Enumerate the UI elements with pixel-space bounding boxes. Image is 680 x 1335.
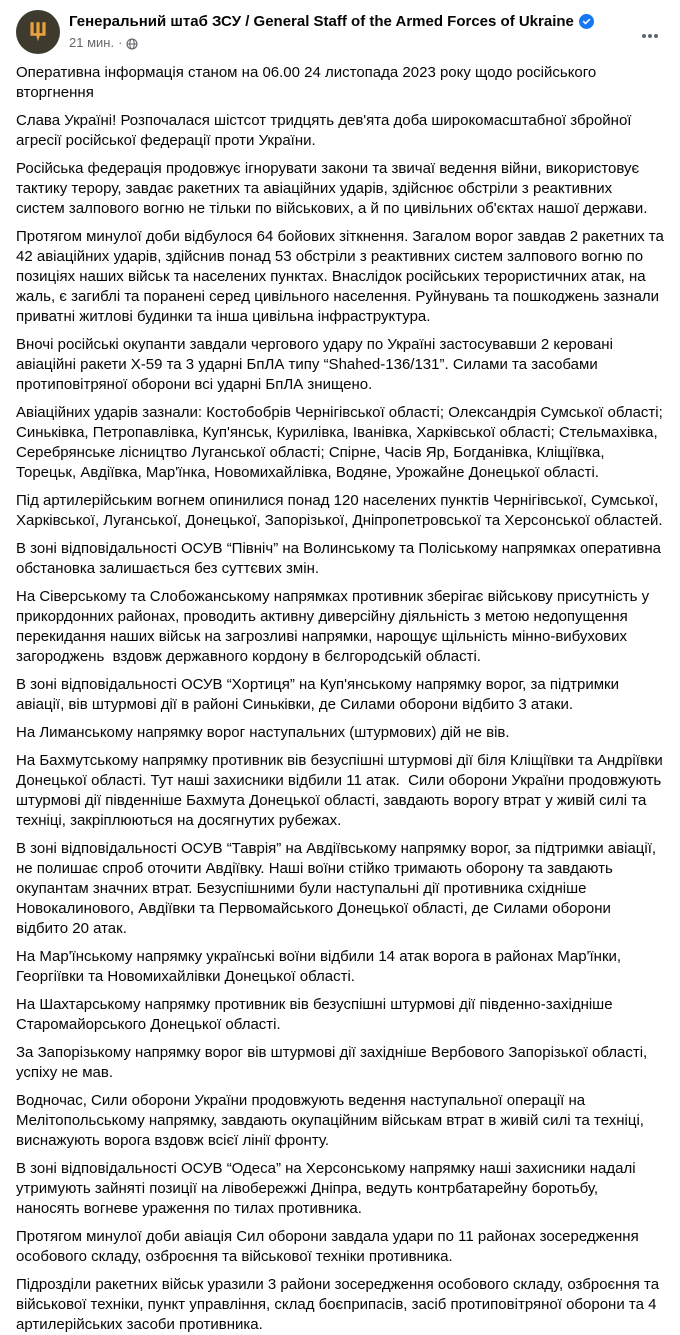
timestamp[interactable]: 21 мин. bbox=[69, 35, 115, 50]
post-text bbox=[16, 63, 668, 1335]
avatar[interactable] bbox=[16, 10, 60, 54]
post-paragraph: Авіаційних ударів зазнали: Костобобрів Чернігівської області; Олександрія Сумської області; Синьківка, Петропавлівка, Куп'янськ, Курилівка, Іванівка, Харківської області; Стельмахівка, Серебрянське лісництво Луганської області; Спірне, Часів Яр, Богданівка, Кліщіївка, Торецьк, Авдіївка, Мар'їнка, Новомихайлівка, Водяне, Урожайне Донецької області. bbox=[16, 404, 667, 481]
trident-emblem-icon bbox=[25, 19, 51, 45]
post-paragraph: На Лиманському напрямку ворог наступальних (штурмових) дій не вів. bbox=[16, 724, 510, 741]
post-meta bbox=[69, 35, 624, 51]
post-paragraph: За Запорізькому напрямку ворог вів штурмові дії західніше Вербового Запорізької області, успіху не мав. bbox=[16, 1044, 652, 1081]
more-options-icon bbox=[640, 26, 660, 46]
post-paragraph: В зоні відповідальності ОСУВ “Хортиця” на Куп'янському напрямку ворог, за підтримки авіації, вів штурмові дії в районі Синьківки, де Силами оборони відбито 3 атаки. bbox=[16, 676, 624, 713]
post-paragraph: Протягом минулої доби авіація Сил оборони завдала удари по 11 районах зосередження особового складу, озброєння та військової техніки противника. bbox=[16, 1228, 643, 1265]
name-row bbox=[69, 12, 624, 31]
more-options-button[interactable] bbox=[632, 18, 668, 54]
post-paragraph: В зоні відповідальності ОСУВ “Одеса” на Херсонському напрямку наші захисники надалі утримують зайняті позиції на лівобережжі Дніпра, ведуть контрбатарейну боротьбу, наносять вогневе ураження по тилах противника. bbox=[16, 1160, 640, 1217]
post-paragraph: Під артилерійським вогнем опинилися понад 120 населених пунктів Чернігівської, Сумської, Харківської, Луганської, Донецької, Запорізької, Дніпропетровської та Херсонської областей. bbox=[16, 492, 663, 529]
globe-public-icon bbox=[126, 37, 138, 50]
post-paragraph: На Бахмутському напрямку противник вів безуспішні штурмові дії біля Кліщіївки та Андріївки Донецької області. Тут наші захисники відбили 11 атак. Сили оборони України продовжують штурмові дії південніше Бахмута Донецької області, завдають ворогу втрат у живій силі та техніці, закріплюються на досягнутих рубежах. bbox=[16, 752, 667, 829]
post-paragraph: Водночас, Сили оборони України продовжують ведення наступальної операції на Мелітопольському напрямку, завдають окупаційним військам втрат в живій силі та техніці, виснажують ворога вздовж всієї лінії фронту. bbox=[16, 1092, 649, 1149]
post-paragraph: На Мар'їнському напрямку українські воїни відбили 14 атак ворога в районах Мар'їнки, Георгіївки та Новомихайлівки Донецької області. bbox=[16, 948, 626, 985]
post-paragraph: Вночі російські окупанти завдали чергового удару по Україні застосувавши 2 керовані авіаційні ракети Х-59 та 3 ударні БпЛА типу “Shahed-136/131”. Силами та засобами протиповітряної оборони всі ударні БпЛА знищено. bbox=[16, 336, 618, 393]
post-header bbox=[16, 10, 664, 54]
post-paragraph: Підрозділи ракетних військ уразили 3 райони зосередження особового складу, озброєння та військової техніки, пункт управління, склад боєприпасів, засіб протиповітряної оборони та 4 артилерійських засоби противника. bbox=[16, 1276, 664, 1333]
post-paragraph: В зоні відповідальності ОСУВ “Північ” на Волинському та Поліському напрямках оперативна обстановка залишається без суттєвих змін. bbox=[16, 540, 666, 577]
post-paragraph: Оперативна інформація станом на 06.00 24 листопада 2023 року щодо російського вторгнення bbox=[16, 64, 601, 101]
post-paragraph: На Сіверському та Слобожанському напрямках противник зберігає військову присутність у прикордонних районах, проводить активну диверсійну діяльність з метою недопущення перекидання наших військ на загрозливі напрямки, нарощує щільність мінно-вибухових загороджень вздовж державного кордону в бєлгородській області. bbox=[16, 588, 654, 665]
post-paragraph: На Шахтарському напрямку противник вів безуспішні штурмові дії південно-західніше Старомайорського Донецької області. bbox=[16, 996, 617, 1033]
post-paragraph: Протягом минулої доби відбулося 64 бойових зіткнення. Загалом ворог завдав 2 ракетних та 42 авіаційних ударів, здійснив понад 53 обстріли з реактивних систем залпового вогню по позиціях наших військ та населених пунктах. Внаслідок російських терористичних атак, на жаль, є загиблі та поранені серед цивільного населення. Руйнувань та пошкоджень зазнали приватні житлові будинки та інша цивільна інфраструктура. bbox=[16, 228, 668, 325]
post-paragraph: Слава Україні! Розпочалася шістсот тридцять дев'ята доба широкомасштабної збройної агресії російської федерації проти України. bbox=[16, 112, 636, 149]
post-paragraph: Російська федерація продовжує ігнорувати закони та звичаї ведення війни, використовує тактику терору, завдає ракетних та авіаційних ударів, здійснює обстріли з реактивних систем залпового вогню не тільки по військових, а й по цивільних об'єктах нашої держави. bbox=[16, 160, 648, 217]
page-name-link[interactable]: Генеральний штаб ЗСУ / General Staff of the Armed Forces of Ukraine bbox=[69, 13, 574, 30]
header-text bbox=[69, 10, 624, 51]
post-paragraph: В зоні відповідальності ОСУВ “Таврія” на Авдіївському напрямку ворог, за підтримки авіації, не полишає спроб оточити Авдіївку. Наші воїни стійко тримають оборону та завдають окупантам значних втрат. Безуспішними були наступальні дії противника східніше Новокалинового, Авдіївки та Первомайського Донецької області, де Силами оборони відбито 20 атак. bbox=[16, 840, 661, 937]
meta-separator: · bbox=[118, 35, 123, 50]
verified-badge-icon bbox=[579, 14, 594, 29]
